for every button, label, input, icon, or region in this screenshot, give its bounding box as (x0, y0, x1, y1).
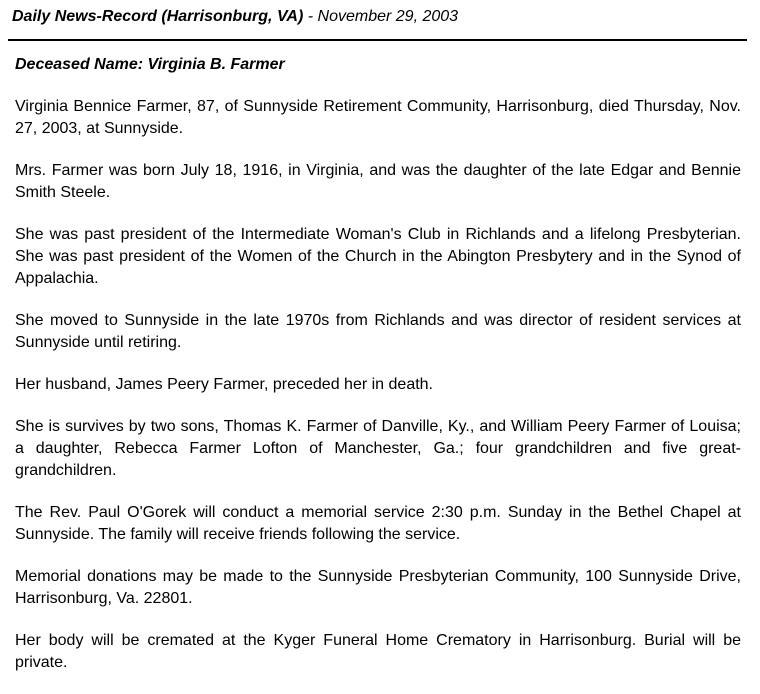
paragraph-birth: Mrs. Farmer was born July 18, 1916, in Virginia, and was the daughter of the late Edgar and Bennie Smith Steele. (15, 162, 741, 201)
paragraph-career: She moved to Sunnyside in the late 1970s from Richlands and was director of resident services at Sunnyside until retiring. (15, 312, 741, 351)
obituary-body (15, 96, 741, 694)
deceased-name-heading: Deceased Name: Virginia B. Farmer (15, 56, 285, 73)
paragraph-husband: Her husband, James Peery Farmer, preceded her in death. (15, 376, 433, 393)
paragraph-survivors: She is survives by two sons, Thomas K. Farmer of Danville, Ky., and William Peery Farmer of Louisa; a daughter, Rebecca Farmer Lofton of Manchester, Ga.; four grandchildren and five great-grandchildren. (15, 418, 741, 479)
paragraph-death-notice: Virginia Bennice Farmer, 87, of Sunnyside Retirement Community, Harrisonburg, died Thursday, Nov. 27, 2003, at Sunnyside. (15, 98, 741, 137)
publication-header (12, 6, 458, 28)
paragraph-burial: Her body will be cremated at the Kyger Funeral Home Crematory in Harrisonburg. Burial will be private. (15, 632, 741, 671)
header-divider (8, 39, 747, 41)
paragraph-memorial-service: The Rev. Paul O'Gorek will conduct a memorial service 2:30 p.m. Sunday in the Bethel Chapel at Sunnyside. The family will receive friends following the service. (15, 504, 741, 543)
publication-source: Daily News-Record (Harrisonburg, VA) (12, 8, 304, 25)
publication-date: - November 29, 2003 (303, 8, 459, 25)
paragraph-donations: Memorial donations may be made to the Sunnyside Presbyterian Community, 100 Sunnyside Drive, Harrisonburg, Va. 22801. (15, 568, 741, 607)
paragraph-affiliations: She was past president of the Intermediate Woman's Club in Richlands and a lifelong Presbyterian. She was past president of the Women of the Church in the Abington Presbytery and in the Synod of Appalachia. (15, 226, 741, 287)
